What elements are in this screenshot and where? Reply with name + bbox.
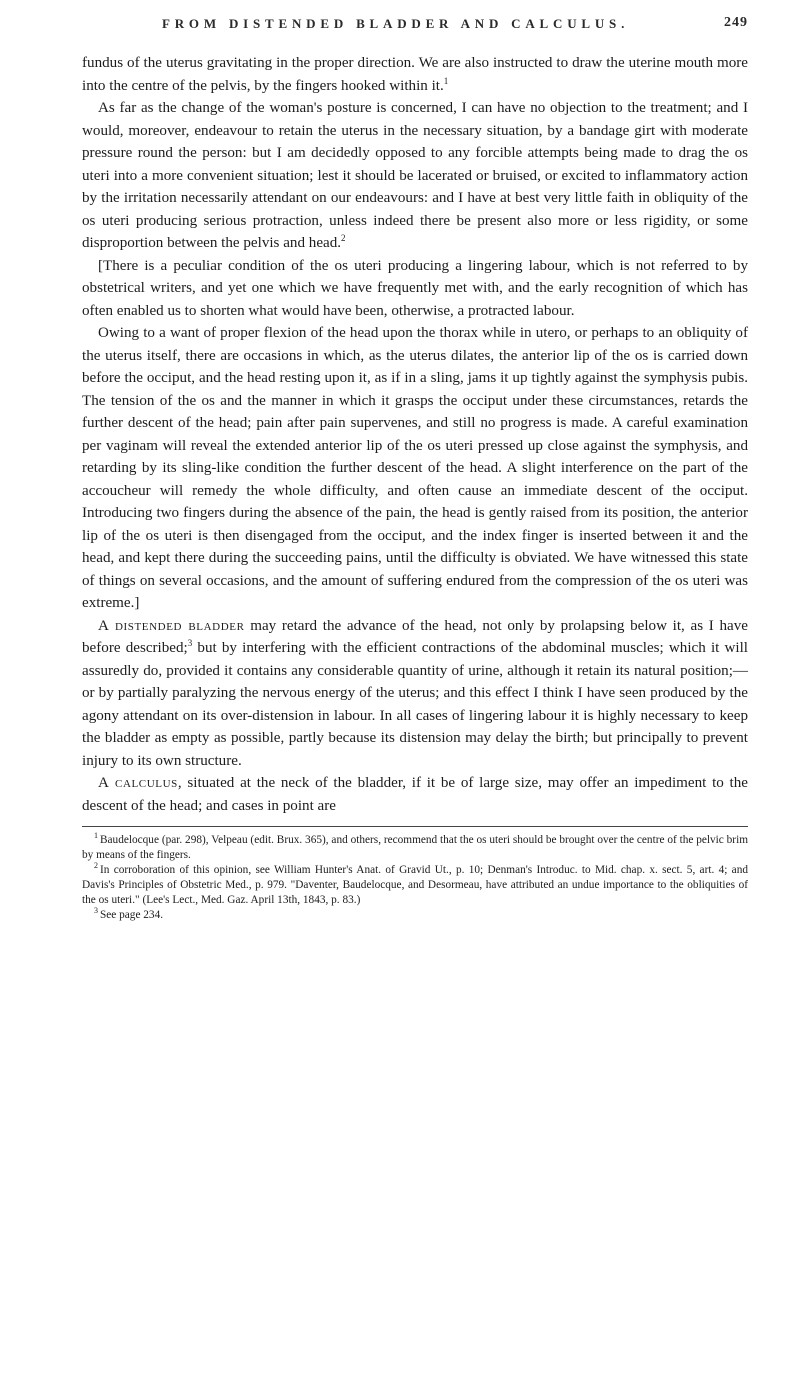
footnote-1-text: Baudelocque (par. 298), Velpeau (edit. Brux. 365), and others, recommend that the os uteri should be brought over the centre of the pelvic brim by means of the fingers. xyxy=(82,834,748,861)
running-title: FROM DISTENDED BLADDER AND CALCULUS. xyxy=(162,16,630,31)
paragraph-5-text-b: but by interfering with the efficient contractions of the abdominal muscles; which it will assuredly do, provided it contains any considerable quantity of urine, although it retain its natural position;—or by partially paralyzing the nervous energy of the uterus; and this effect I think I have seen produced by the agony attendant on its over-distension in labour. In all cases of lingering labour it is highly necessary to keep the bladder as empty as possible, partly because its distension may delay the birth; but principally to prevent injury to its own structure. xyxy=(82,640,748,769)
footnote-1-mark: 1 xyxy=(94,831,98,841)
footnote-2 xyxy=(82,863,748,908)
footnote-ref-2: 2 xyxy=(341,232,346,243)
body-text xyxy=(82,52,748,817)
footnote-3-mark: 3 xyxy=(94,906,98,916)
paragraph-5 xyxy=(82,615,748,773)
footnote-3-text: See page 234. xyxy=(100,909,164,921)
footnote-3 xyxy=(82,908,748,923)
paragraph-2-text: As far as the change of the woman's posture is concerned, I can have no objection to the treatment; and I would, moreover, endeavour to retain the uterus in the necessary situation, by a bandage girt with moderate pressure round the person: but I am decidedly opposed to any forcible attempts being made to drag the os uteri into a more convenient situation; lest it should be lacerated or bruised, or excited to inflammatory action by the irritation necessarily attendant on our endeavours: and I have at best very little faith in obliquity of the os uteri producing serious protraction, unless indeed there be present also more or less rigidity, or some disproportion between the pelvis and head. xyxy=(82,100,748,251)
paragraph-1 xyxy=(82,52,748,97)
paragraph-4-text: Owing to a want of proper flexion of the head upon the thorax while in utero, or perhaps to an obliquity of the uterus itself, there are occasions in which, as the uterus dilates, the anterior lip of the os is carried down before the occiput, and the head resting upon it, as if in a sling, jams it up tightly against the symphysis pubis. The tension of the os and the manner in which it grasps the occiput under these circumstances, retards the further descent of the head; pain after pain supervenes, and still no progress is made. A careful examination per vaginam will reveal the extended anterior lip of the os uteri pressed up close against the symphysis, and retarding by its sling-like condition the further descent of the head. A slight interference on the part of the accoucheur will remedy the whole difficulty, and often cause an immediate descent of the occiput. Introducing two fingers during the absence of the pain, the head is gently raised from its position, the anterior lip of the os uteri is then disengaged from the occiput, and the index finger is inserted between it and the head, and kept there during the succeeding pains, until the difficulty is obviated. We have witnessed this state of things on several occasions, and the amount of suffering endured from the compression of the os uteri was extreme.] xyxy=(82,325,748,611)
paragraph-5-lead: A distended bladder xyxy=(98,617,245,634)
footnotes xyxy=(82,833,748,923)
page-number: 249 xyxy=(724,15,748,30)
footnote-1 xyxy=(82,833,748,863)
footnote-2-text: In corroboration of this opinion, see William Hunter's Anat. of Gravid Ut., p. 10; Denman's Introduc. to Mid. chap. x. sect. 5, art. 4; and Davis's Principles of Obstetric Med., p. 979. "Daventer, Baudelocque, and Desormeau, have attributed an undue importance to the obliquities of the os uteri." (Lee's Lect., Med. Gaz. April 13th, 1843, p. 83.) xyxy=(82,864,748,906)
paragraph-4 xyxy=(82,322,748,615)
paragraph-5-text-a: may retard the advance of the head, not only by prolapsing below it, as I have before described; xyxy=(82,617,748,656)
footnote-rule xyxy=(82,826,748,827)
paragraph-6-lead: A calculus xyxy=(98,775,178,791)
paragraph-3 xyxy=(82,255,748,323)
paragraph-1-text: fundus of the uterus gravitating in the proper direction. We are also instructed to draw the uterine mouth more into the centre of the pelvis, by the fingers hooked within it. xyxy=(82,55,748,94)
running-head xyxy=(82,16,748,46)
paragraph-2 xyxy=(82,97,748,255)
paragraph-6-text: , situated at the neck of the bladder, if it be of large size, may offer an impediment to the descent of the head; and cases in point are xyxy=(82,775,748,814)
paragraph-6 xyxy=(82,772,748,817)
footnote-2-mark: 2 xyxy=(94,861,98,871)
footnote-ref-1: 1 xyxy=(443,75,449,86)
paragraph-3-text: [There is a peculiar condition of the os uteri producing a lingering labour, which is not referred to by obstetrical writers, and yet one which we have frequently met with, and the early recognition of which has often enabled us to shorten what would have been, otherwise, a protracted labour. xyxy=(82,257,748,319)
footnote-ref-3: 3 xyxy=(187,637,193,648)
